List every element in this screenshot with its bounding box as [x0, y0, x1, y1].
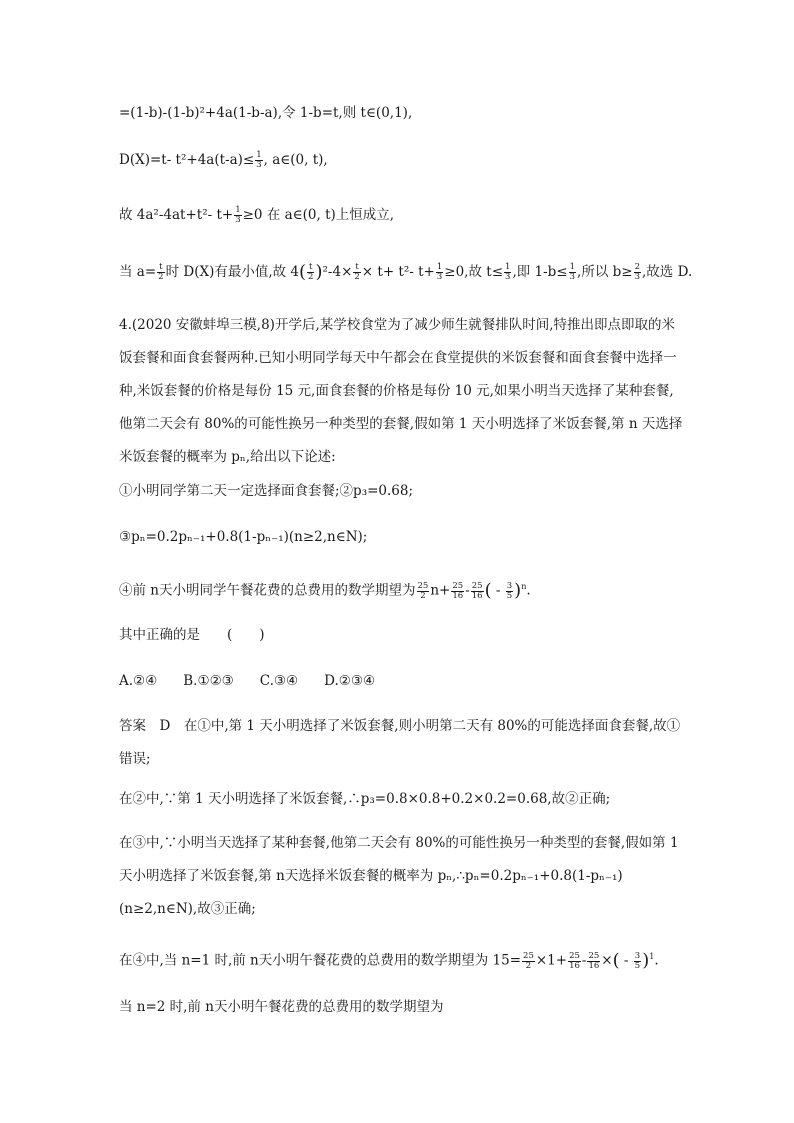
answer-text: 当 n=2 时,前 n天小明午餐花费的总费用的数学期望为: [119, 999, 444, 1015]
fraction-numerator: 25: [588, 950, 600, 961]
fraction: [417, 582, 430, 601]
left-paren: (: [484, 580, 492, 601]
fraction-denominator: 3: [569, 272, 576, 282]
fraction: [506, 582, 513, 601]
solution-line-4: [119, 261, 693, 283]
right-paren: ): [642, 950, 650, 971]
fraction-denominator: 16: [471, 590, 483, 601]
fraction-numerator: 1: [235, 205, 241, 215]
answer-line-3: [119, 827, 684, 926]
fraction-denominator: 3: [634, 272, 641, 282]
fraction-numerator: 25: [452, 580, 464, 591]
fraction: [569, 263, 576, 282]
fraction-denominator: 5: [634, 960, 641, 971]
fraction: [307, 263, 314, 282]
statement-text: ③pₙ=0.2pₙ₋₁+0.8(1-pₙ₋₁)(n≥2,n∈N);: [119, 529, 368, 545]
fraction: [255, 151, 262, 170]
solution-text: D(X)=t- t²+4a(t-a)≤: [119, 152, 255, 168]
statement-text: n+: [430, 582, 451, 599]
right-paren: ): [315, 261, 323, 283]
statement-4: ④前 n天小明同学午餐花费的总费用的数学期望为 $\frac{25}{2}$ n+ $\frac{25}{16}$ - $\frac{25}{16}$ ( - $\frac{3}{5}$ )$^n$.: [119, 580, 531, 601]
statement-3: [119, 527, 684, 547]
solution-text: , a∈(0, t),: [263, 152, 328, 168]
fraction: [436, 263, 443, 282]
statement-text: ④前 n天小明同学午餐花费的总费用的数学期望为: [119, 582, 416, 599]
solution-text: ≥0 在 a∈(0, t)上恒成立,: [242, 207, 395, 223]
answer-line-4: 在④中,当 n=1 时,前 n天小明午餐花费的总费用的数学期望为 15= $\frac{25}{2}$ ×1+ $\frac{25}{16}$ - $\frac{25}{16}$ ×( - $\frac{3}{5}$ )$^1$.: [119, 950, 659, 971]
question-prompt: [119, 625, 684, 645]
fraction-denominator: 2: [158, 272, 164, 282]
solution-line-3: [119, 205, 684, 225]
fraction-numerator: 25: [523, 950, 534, 961]
fraction: [634, 263, 641, 282]
exponent: n: [521, 582, 527, 591]
answer-line-5: [119, 997, 684, 1017]
answer-text: ×: [601, 952, 613, 969]
answer-text: 在③中,∵小明当天选择了某种套餐,他第二天会有 80%的可能性换另一种类型的套餐,假如第 1 天小明选择了米饭套餐,第 n天选择米饭套餐的概率为 pₙ,∴pₙ=0.2pₙ₋₁+0.8(1-pₙ₋₁)(n≥2,n∈N),故③正确;: [119, 835, 679, 917]
fraction-denominator: 16: [588, 960, 600, 971]
statement-text: -: [465, 582, 470, 599]
fraction-numerator: 25: [417, 580, 429, 591]
fraction-numerator: 1: [256, 150, 262, 160]
question-text: 4.(2020 安徽蚌埠三模,8)开学后,某学校食堂为了减少师生就餐排队时间,特推出即点即取的米饭套餐和面食套餐两种.已知小明同学每天中午都会在食堂提供的米饭套餐和面食套餐中选择一种,米饭套餐的价格是每份 15 元,面食套餐的价格是每份 10 元,如果小明当天选择了某种套餐,他第二天会有 80%的可能性换另一种类型的套餐,假如第 1 天小明选择了米饭套餐,第 n 天选择米饭套餐的概率为 pₙ,给出以下论述:: [119, 317, 683, 465]
fraction-denominator: 2: [525, 960, 532, 971]
fraction: [504, 263, 511, 282]
solution-text: ≥0,故 t≤: [444, 264, 504, 280]
fraction-numerator: 2: [634, 262, 641, 272]
fraction: [634, 952, 641, 971]
fraction-denominator: 2: [420, 590, 426, 601]
fraction-denominator: 5: [506, 590, 513, 601]
fraction-denominator: 3: [256, 160, 262, 170]
solution-text: ,故选 D.: [642, 264, 693, 280]
solution-text: 故 4a²-4at+t²- t+: [119, 207, 234, 223]
options-row: [119, 671, 684, 691]
fraction-denominator: 2: [354, 272, 360, 282]
solution-line-2: [119, 150, 684, 170]
answer-line-2: [119, 789, 684, 809]
statement-text: ①小明同学第二天一定选择面食套餐;②p₃=0.68;: [119, 483, 414, 499]
fraction: [353, 263, 360, 282]
solution-text: × t+ t²- t+: [361, 264, 435, 280]
answer-text: 答案 D 在①中,第 1 天小明选择了米饭套餐,则小明第二天有 80%的可能选择面食套餐,故①错误;: [119, 718, 681, 767]
right-paren: ): [514, 580, 522, 601]
fraction-numerator: t: [309, 262, 313, 272]
fraction-denominator: 3: [505, 272, 511, 282]
fraction: [451, 582, 464, 601]
answer-line-1: [119, 710, 684, 776]
solution-text: 时 D(X)有最小值,故 4: [165, 264, 300, 280]
solution-text: ,即 1-b≤: [512, 264, 568, 280]
answer-text: 在②中,∵第 1 天小明选择了米饭套餐,∴p₃=0.8×0.8+0.2×0.2=0.68,故②正确;: [119, 791, 611, 807]
fraction-numerator: t: [355, 262, 359, 272]
solution-line-1: [119, 103, 684, 123]
solution-text: ²-4×: [322, 264, 353, 280]
fraction-denominator: 16: [569, 960, 580, 971]
answer-text: 在④中,当 n=1 时,前 n天小明午餐花费的总费用的数学期望为 15=: [119, 952, 522, 969]
fraction-numerator: 25: [471, 580, 483, 591]
fraction-denominator: 3: [235, 215, 241, 225]
fraction-numerator: 1: [436, 262, 443, 272]
fraction: [157, 263, 164, 282]
fraction-denominator: 2: [308, 272, 314, 282]
solution-text: ,所以 b≥: [577, 264, 633, 280]
answer-text: ×1+: [535, 952, 568, 969]
fraction-denominator: 16: [452, 590, 464, 601]
fraction-numerator: 25: [569, 950, 580, 961]
fraction-numerator: 1: [569, 262, 576, 272]
statement-1-2: [119, 481, 684, 501]
fraction: [234, 206, 241, 225]
prompt-text: 其中正确的是 ( ): [119, 627, 265, 643]
fraction-numerator: t: [159, 262, 163, 272]
left-paren: (: [612, 950, 620, 971]
question-intro: [119, 309, 684, 474]
fraction-denominator: 3: [436, 272, 443, 282]
option-b: B.①②③: [183, 673, 234, 689]
fraction-numerator: 3: [634, 950, 641, 961]
fraction: [471, 582, 484, 601]
left-paren: (: [299, 261, 307, 283]
option-c: C.③④: [259, 673, 299, 689]
solution-text: 当 a=: [119, 264, 157, 280]
option-a: A.②④: [119, 673, 158, 689]
exponent: 1: [649, 952, 655, 961]
fraction: [587, 952, 600, 971]
solution-text: =(1-b)-(1-b)²+4a(1-b-a),令 1-b=t,则 t∈(0,1),: [119, 105, 413, 121]
fraction: [522, 952, 535, 971]
option-d: D.②③④: [324, 673, 376, 689]
fraction-numerator: 3: [506, 580, 513, 591]
fraction: [568, 952, 581, 971]
fraction-numerator: 1: [505, 262, 511, 272]
